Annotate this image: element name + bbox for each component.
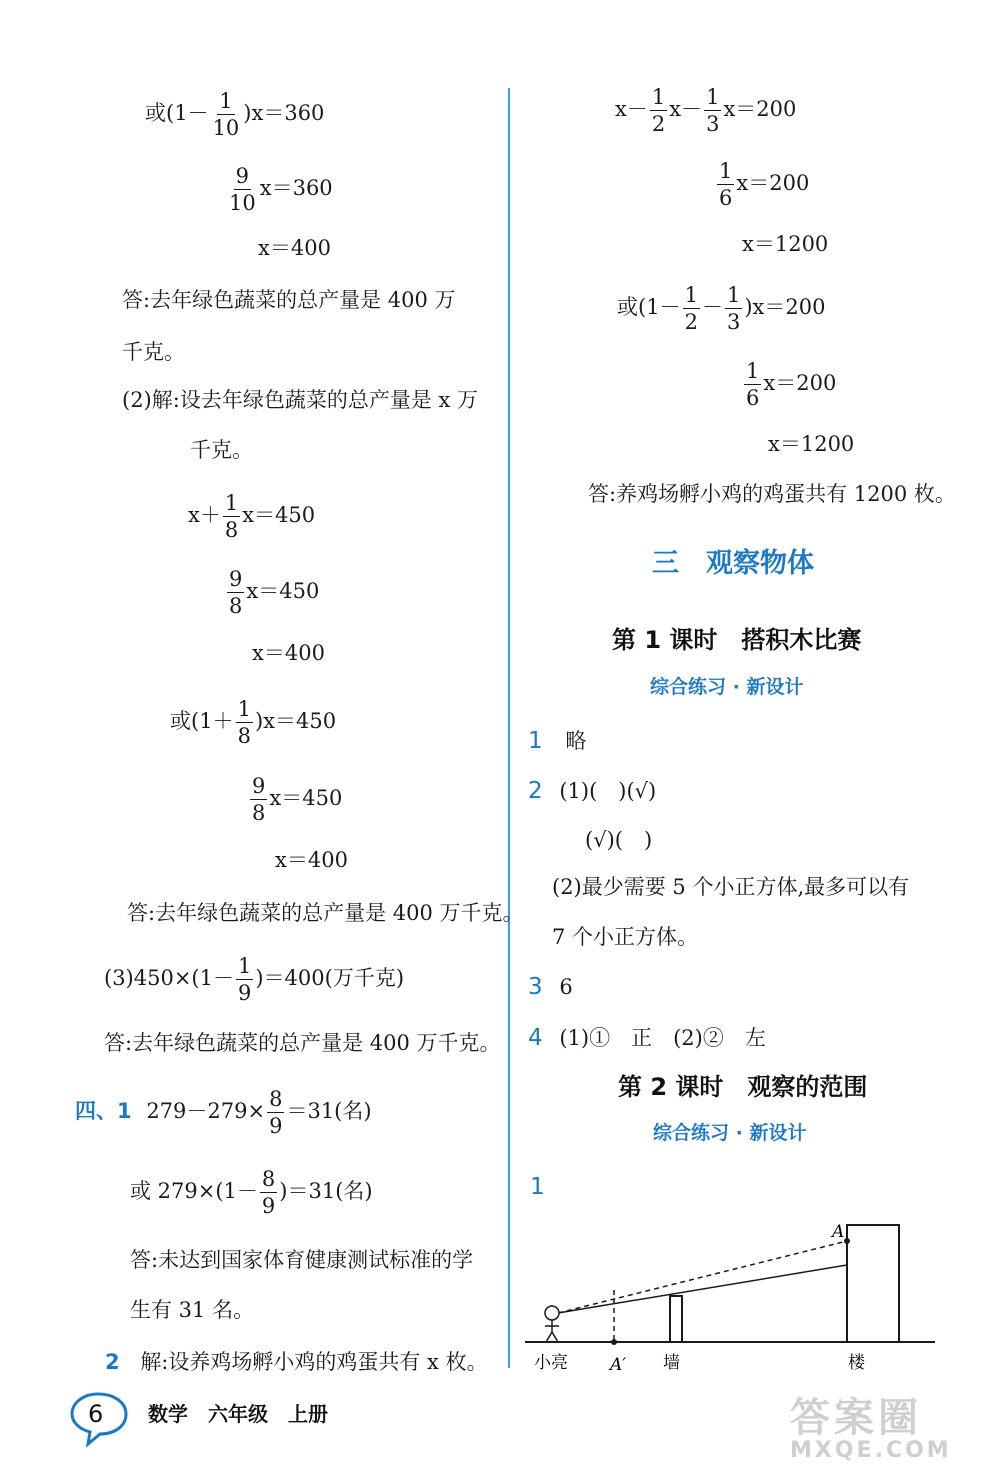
section4-eq2: 或 279×(1－ $\frac{8}{9}$ )＝31(名) [130, 1167, 373, 1219]
question-2-line-b: (√)( ) [585, 828, 653, 852]
watermark-text: 答案圈 [790, 1395, 922, 1441]
unit-title: 三 观察物体 [652, 548, 814, 579]
question-4: 4 (1)① 正 (2)② 左 [528, 1025, 766, 1051]
eq-r4: 或(1－ $\frac{1}{2}$ － $\frac{1}{3}$ )x＝200 [617, 283, 826, 335]
eq-l2: $\frac{9}{10}$ x＝360 [229, 164, 333, 216]
book-title: 数学 六年级 上册 [148, 1402, 328, 1426]
question-1-lesson2: 1 [530, 1174, 545, 1200]
eq-e5: $\frac{9}{8}$ x＝450 [252, 774, 343, 826]
part2-line-a: (2)解:设去年绿色蔬菜的总产量是 x 万 [122, 388, 479, 412]
lesson-2-title: 第 2 课时 观察的范围 [618, 1073, 868, 1101]
answer-right: 答:养鸡场孵小鸡的鸡蛋共有 1200 枚。 [588, 482, 956, 506]
question-1: 1 略 [528, 728, 587, 754]
eq-e2: $\frac{9}{8}$ x＝450 [229, 567, 320, 619]
answer-1a: 答:去年绿色蔬菜的总产量是 400 万 [122, 288, 456, 312]
answer-3: 答:去年绿色蔬菜的总产量是 400 万千克。 [104, 1031, 501, 1055]
eq-e1: x＋ $\frac{1}{8}$ x＝450 [188, 491, 316, 543]
question-2-line-c: (2)最少需要 5 个小正方体,最多可以有 [552, 875, 910, 899]
label-building: 楼 [848, 1353, 865, 1373]
eq-r5: $\frac{1}{6}$ x＝200 [746, 359, 837, 411]
answer-2: 答:去年绿色蔬菜的总产量是 400 万千克。 [127, 901, 524, 925]
eq-r1: x－ $\frac{1}{2}$ x－ $\frac{1}{3}$ x＝200 [615, 85, 797, 137]
answer-4b: 生有 31 名。 [130, 1298, 255, 1322]
eq-e4: 或(1＋ $\frac{1}{8}$ )x＝450 [170, 697, 337, 749]
part2-line-b: 千克。 [190, 438, 253, 462]
sight-line-solid [558, 1265, 847, 1313]
watermark-url: MXQE.COM [790, 1438, 952, 1463]
point-a [844, 1238, 850, 1244]
building [847, 1225, 899, 1342]
sight-line-dashed [558, 1241, 847, 1313]
question-2-line-d: 7 个小正方体。 [552, 925, 699, 949]
point-a-prime [611, 1339, 617, 1345]
person-icon [545, 1306, 559, 1342]
label-wall: 墙 [663, 1353, 680, 1373]
eq-l1: 或(1－ $\frac{1}{10}$ )x＝360 [145, 89, 325, 141]
label-person: 小亮 [534, 1353, 568, 1373]
practice-2-title: 综合练习 · 新设计 [653, 1122, 807, 1144]
question-2-left: 2 解:设养鸡场孵小鸡的鸡蛋共有 x 枚。 [105, 1350, 488, 1374]
lesson-1-title: 第 1 课时 搭积木比赛 [612, 626, 862, 654]
page-number-badge [70, 1392, 126, 1436]
label-a: A [832, 1222, 845, 1242]
column-divider [508, 88, 510, 1368]
eq-r3: x＝1200 [742, 232, 829, 256]
eq-r6: x＝1200 [768, 432, 855, 456]
eq-r2: $\frac{1}{6}$ x＝200 [719, 159, 810, 211]
eq-e3: x＝400 [252, 641, 325, 665]
page-number: 6 [88, 1400, 104, 1428]
answer-1b: 千克。 [122, 340, 185, 364]
question-2-right: 2 (1)( )(√) [528, 778, 657, 804]
eq-l3: x＝400 [258, 236, 331, 260]
part3-equation: (3)450×(1－ $\frac{1}{9}$ )＝400(万千克) [104, 954, 405, 1006]
section4-eq1: 四、1 279－279× $\frac{8}{9}$ ＝31(名) [75, 1087, 372, 1139]
practice-1-title: 综合练习 · 新设计 [650, 676, 804, 698]
label-a-prime: A′ [610, 1355, 627, 1375]
section4-label: 四、1 [75, 1099, 132, 1124]
wall [670, 1296, 682, 1342]
observation-diagram [520, 1210, 940, 1385]
eq-e6: x＝400 [275, 848, 348, 872]
question-3: 3 6 [528, 974, 573, 1000]
answer-4a: 答:未达到国家体育健康测试标准的学 [130, 1248, 474, 1272]
question-number: 2 [105, 1350, 120, 1374]
